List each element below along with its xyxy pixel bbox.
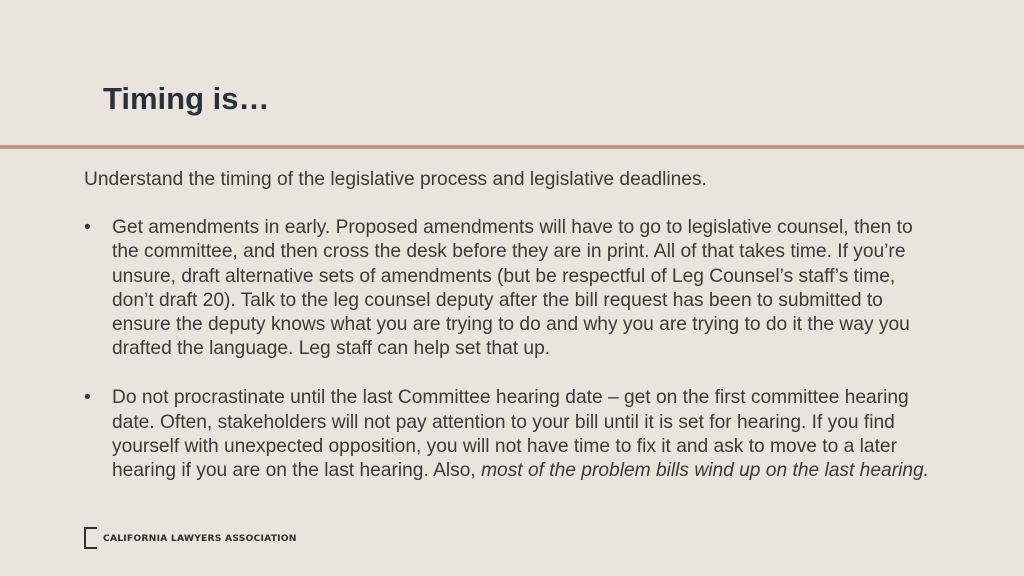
bullet-text: Get amendments in early. Proposed amendments will have to go to legislative counsel, then to the committee, and then cross the desk before they are in print. All of that takes time. If you’re unsure, draft alternative sets of amendments (but be respectful of Leg Counsel’s staff’s time, don’t draft 20). Talk to the leg counsel deputy after the bill request has been to submitted to ensure the deputy knows what you are trying to do and why you are trying to do it the way you drafted the language. Leg staff can help set that up. <box>112 217 913 360</box>
bullet-emphasis-text: most of the problem bills wind up on the last hearing. <box>481 460 930 482</box>
logo-text: CALIFORNIA LAWYERS ASSOCIATION <box>103 532 297 544</box>
bullet-marker: • <box>84 387 91 409</box>
bullet-list <box>84 216 934 483</box>
bullet-item-amendments <box>84 216 934 362</box>
bullet-text: Do not procrastinate until the last Committee hearing date – get on the first committee hearing date. Often, stakeholders will not pay attention to your bill until it is set for hearing. If you find yourself with unexpected opposition, you will not have time to fix it and ask to move to a later hearing if you are on the last hearing. Also, <box>112 387 909 482</box>
logo-bracket-icon <box>84 527 97 549</box>
intro-text: Understand the timing of the legislative process and legislative deadlines. <box>84 169 707 190</box>
cla-logo <box>84 526 297 550</box>
bullet-item-hearing-date <box>84 386 934 483</box>
bullet-marker: • <box>84 217 91 238</box>
title-divider <box>0 145 1024 149</box>
slide-title: Timing is… <box>103 81 270 116</box>
